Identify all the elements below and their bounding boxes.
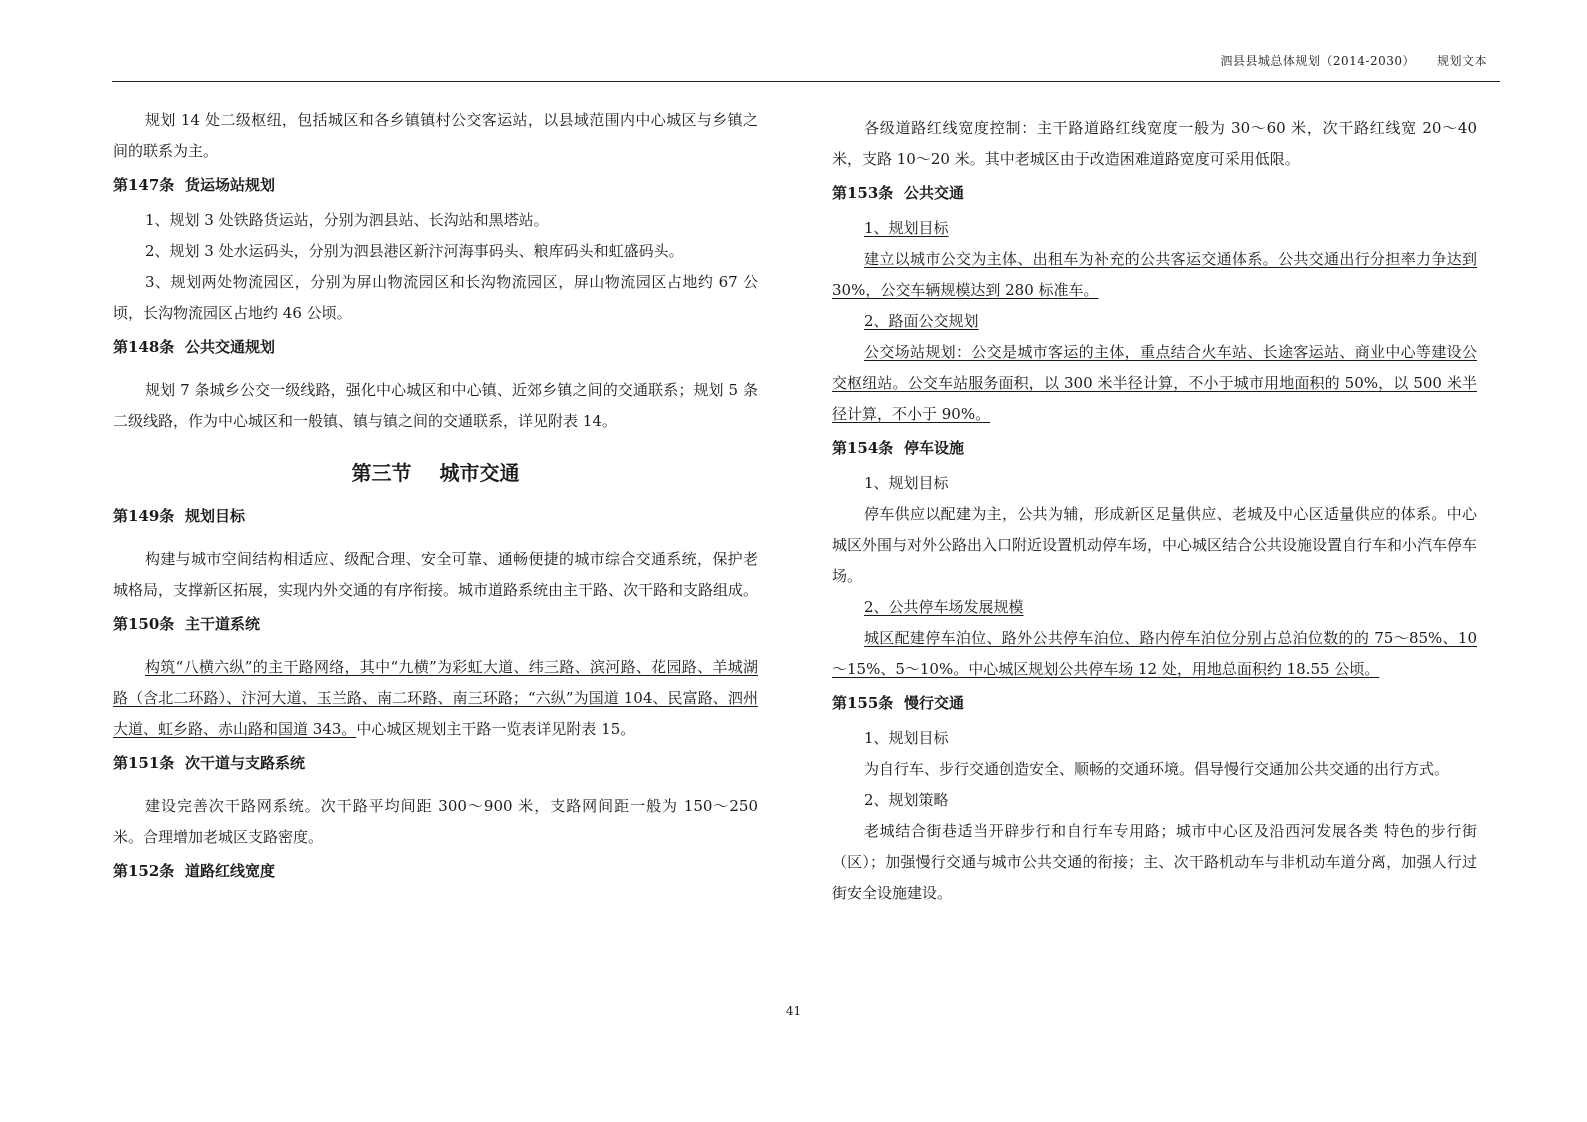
article-number: 第154条 — [832, 439, 894, 457]
list-item: 2、规划 3 处水运码头，分别为泗县港区新汴河海事码头、粮库码头和虹盛码头。 — [145, 242, 684, 260]
running-header — [1220, 52, 1487, 69]
article-number: 第153条 — [832, 184, 894, 202]
underlined-text: 建立以城市公交为主体、出租车为补充的公共客运交通体系。公共交通出行分担率力争达到 30%，公交车辆规模达到 280 标准车。 — [832, 250, 1477, 299]
article-heading-155 — [832, 688, 1477, 719]
article-title: 货运场站规划 — [185, 176, 276, 194]
article-title: 慢行交通 — [904, 694, 965, 712]
article-title: 公共交通规划 — [185, 338, 276, 356]
article-number: 第147条 — [113, 176, 175, 194]
paragraph — [113, 652, 758, 745]
article-number: 第155条 — [832, 694, 894, 712]
article-title: 次干道与支路系统 — [185, 754, 306, 772]
section-name: 城市交通 — [439, 461, 520, 485]
paragraph: 规划 14 处二级枢纽，包括城区和各乡镇镇村公交客运站，以县域范围内中心城区与乡镇之间的联系为主。 — [113, 111, 758, 160]
article-number: 第151条 — [113, 754, 175, 772]
underlined-text: 城区配建停车泊位、路外公共停车泊位、路内停车泊位分别占总泊位数的的 75～85%、10～15%、5～10%。中心城区规划公共停车场 12 处，用地总面积约 18.55 公顷。 — [832, 629, 1477, 678]
left-column — [113, 105, 758, 891]
paragraph — [832, 244, 1477, 306]
article-title: 停车设施 — [904, 439, 965, 457]
sub-heading — [832, 592, 1477, 623]
article-number: 第149条 — [113, 507, 175, 525]
article-number: 第150条 — [113, 615, 175, 633]
article-number: 第148条 — [113, 338, 175, 356]
paragraph: 建设完善次干路网系统。次干路平均间距 300～900 米，支路网间距一般为 150～250 米。合理增加老城区支路密度。 — [113, 797, 758, 846]
sub-heading-text: 2、路面公交规划 — [864, 312, 979, 330]
sub-heading: 1、规划目标 — [864, 729, 949, 747]
article-title: 公共交通 — [904, 184, 965, 202]
article-heading-149 — [113, 501, 758, 532]
sub-heading-text: 1、规划目标 — [864, 219, 949, 237]
sub-heading — [832, 213, 1477, 244]
article-title: 道路红线宽度 — [185, 862, 276, 880]
sub-heading-text: 2、公共停车场发展规模 — [864, 598, 1024, 616]
sub-heading: 1、规划目标 — [864, 474, 949, 492]
section-title — [113, 453, 758, 493]
paragraph: 各级道路红线宽度控制：主干路道路红线宽度一般为 30～60 米，次干路红线宽 20～40 米，支路 10～20 米。其中老城区由于改造困难道路宽度可采用低限。 — [832, 119, 1477, 168]
paragraph: 规划 7 条城乡公交一级线路，强化中心城区和中心镇、近郊乡镇之间的交通联系；规划 5 条二级线路，作为中心城区和一般镇、镇与镇之间的交通联系，详见附表 14。 — [113, 381, 758, 430]
underlined-text: 构筑“八横六纵”的主干路网络，其中“九横”为彩虹大道、纬三路、滨河路、花园路、羊城湖路（含北二环路）、汴河大道、玉兰路、南二环路、南三环路；“六纵”为国道 104、民富路、泗州大道、虹乡路、赤山路和国道 343。 — [113, 658, 758, 738]
right-column — [832, 105, 1477, 909]
paragraph — [832, 623, 1477, 685]
list-item: 3、规划两处物流园区，分别为屏山物流园区和长沟物流园区，屏山物流园区占地约 67 公顷，长沟物流园区占地约 46 公顷。 — [113, 273, 758, 322]
header-doc-title: 泗县县城总体规划（2014-2030） — [1220, 54, 1415, 68]
header-doc-type: 规划文本 — [1436, 54, 1487, 68]
article-heading-151 — [113, 748, 758, 779]
paragraph: 老城结合街巷适当开辟步行和自行车专用路；城市中心区及沿西河发展各类 特色的步行街（区）；加强慢行交通与城市公共交通的衔接；主、次干路机动车与非机动车道分离，加强人行过街安全设施建设。 — [832, 822, 1477, 902]
page-number: 41 — [785, 1004, 802, 1018]
article-title: 规划目标 — [185, 507, 246, 525]
paragraph: 停车供应以配建为主，公共为辅，形成新区足量供应、老城及中心区适量供应的体系。中心城区外围与对外公路出入口附近设置机动停车场，中心城区结合公共设施设置自行车和小汽车停车场。 — [832, 505, 1478, 585]
paragraph: 构建与城市空间结构相适应、级配合理、安全可靠、通畅便捷的城市综合交通系统，保护老城格局，支撑新区拓展，实现内外交通的有序衔接。城市道路系统由主干路、次干路和支路组成。 — [113, 550, 759, 599]
article-heading-147 — [113, 170, 758, 201]
article-title: 主干道系统 — [185, 615, 261, 633]
article-heading-153 — [832, 178, 1477, 209]
sub-heading — [832, 306, 1477, 337]
article-heading-152 — [113, 856, 758, 887]
header-rule — [112, 81, 1500, 82]
article-heading-148 — [113, 332, 758, 363]
list-item: 1、规划 3 处铁路货运站，分别为泗县站、长沟站和黑塔站。 — [145, 211, 549, 229]
sub-heading: 2、规划策略 — [864, 791, 949, 809]
underlined-text: 公交场站规划：公交是城市客运的主体，重点结合火车站、长途客运站、商业中心等建设公交枢纽站。公交车站服务面积，以 300 米半径计算，不小于城市用地面积的 50%，以 500 米半径计算，不小于 90%。 — [832, 343, 1477, 423]
paragraph-text: 中心城区规划主干路一览表详见附表 15。 — [356, 720, 636, 738]
paragraph: 为自行车、步行交通创造安全、顺畅的交通环境。倡导慢行交通加公共交通的出行方式。 — [864, 760, 1450, 778]
section-number: 第三节 — [351, 461, 412, 485]
article-number: 第152条 — [113, 862, 175, 880]
paragraph — [832, 337, 1477, 430]
article-heading-154 — [832, 433, 1477, 464]
article-heading-150 — [113, 609, 758, 640]
